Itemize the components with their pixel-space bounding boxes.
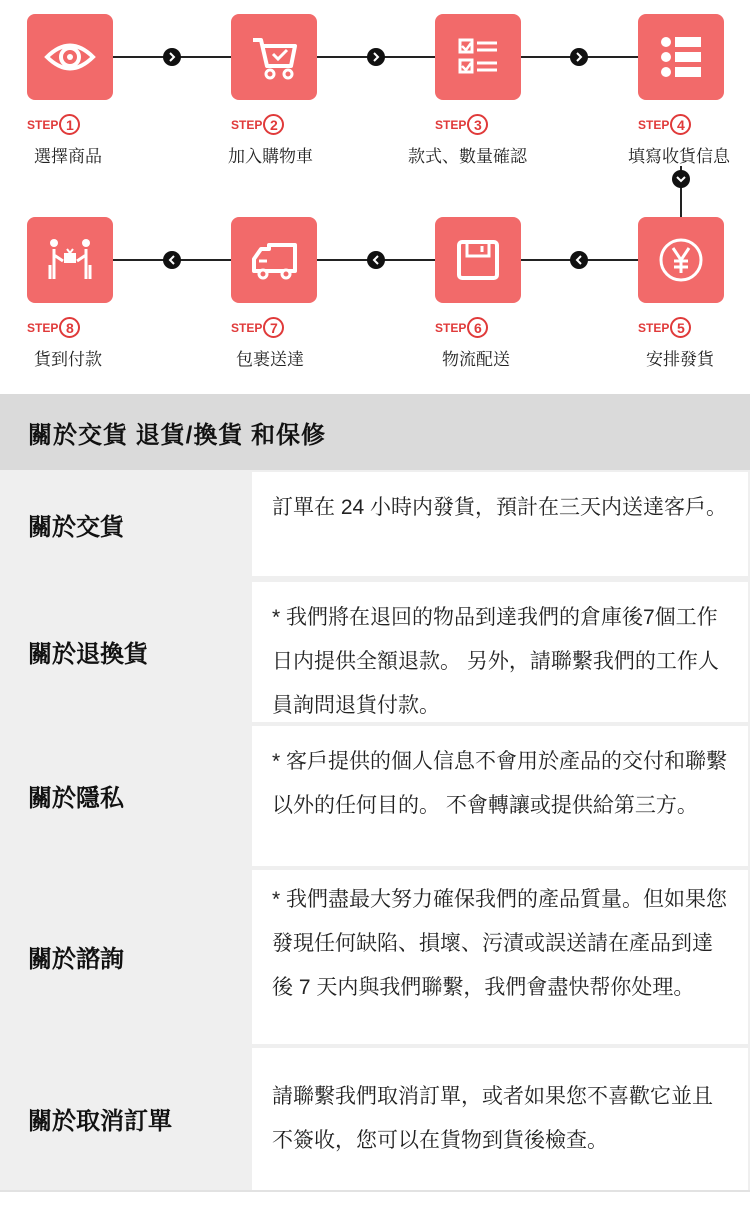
table-row <box>0 470 750 578</box>
step-number <box>27 317 80 338</box>
step-label: 選擇商品 <box>34 147 102 166</box>
step-number-badge: 8 <box>59 317 80 338</box>
step-word: STEP <box>27 117 59 132</box>
row-text: * 客戶提供的個人信息不會用於產品的交付和聯繫以外的任何目的。 不會轉讓或提供給第三方。 <box>252 726 748 866</box>
step-label: 款式、數量確認 <box>408 147 527 166</box>
step-number-badge: 1 <box>59 114 80 135</box>
step-word: STEP <box>435 117 467 132</box>
step-label: 加入購物車 <box>228 147 313 166</box>
step-word: STEP <box>638 320 670 335</box>
step-number <box>27 114 80 135</box>
box-icon <box>435 217 521 303</box>
step-number <box>231 317 284 338</box>
step-word: STEP <box>231 117 263 132</box>
row-label: 關於隱私 <box>28 784 124 812</box>
table-row <box>0 580 750 722</box>
step-number <box>435 114 488 135</box>
yen-coin-icon <box>638 217 724 303</box>
hand-over-icon <box>27 217 113 303</box>
step-number-badge: 5 <box>670 317 691 338</box>
step-number-badge: 4 <box>670 114 691 135</box>
row-label: 關於交貨 <box>28 513 124 541</box>
policy-header <box>0 394 750 470</box>
step-word: STEP <box>231 320 263 335</box>
step-word: STEP <box>435 320 467 335</box>
arrow-left-icon <box>367 251 385 269</box>
table-row <box>0 724 750 866</box>
arrow-right-icon <box>163 48 181 66</box>
step-number-badge: 2 <box>263 114 284 135</box>
arrow-right-icon <box>367 48 385 66</box>
step-word: STEP <box>27 320 59 335</box>
step-word: STEP <box>638 117 670 132</box>
step-number-badge: 7 <box>263 317 284 338</box>
step-label: 安排發貨 <box>646 350 714 369</box>
arrow-right-icon <box>570 48 588 66</box>
row-label: 關於取消訂單 <box>28 1107 172 1135</box>
step-number <box>638 114 691 135</box>
step-label: 貨到付款 <box>34 350 102 369</box>
step-label: 填寫收貨信息 <box>628 147 730 166</box>
list-icon <box>638 14 724 100</box>
shopping-cart-icon <box>231 14 317 100</box>
arrow-left-icon <box>570 251 588 269</box>
row-label: 關於退換貨 <box>28 640 148 668</box>
step-number-badge: 3 <box>467 114 488 135</box>
table-row <box>0 1046 750 1190</box>
step-label: 包裹送達 <box>236 350 304 369</box>
arrow-down-icon <box>672 170 690 188</box>
bottom-divider <box>0 1190 750 1216</box>
row-text: 請聯繫我們取消訂單，或者如果您不喜歡它並且不簽收，您可以在貨物到貨後檢查。 <box>252 1048 748 1190</box>
step-label: 物流配送 <box>442 350 510 369</box>
policy-title: 關於交貨 退貨/換貨 和保修 <box>28 421 327 449</box>
step-number <box>435 317 488 338</box>
eye-icon <box>27 14 113 100</box>
row-text: * 我們將在退回的物品到達我們的倉庫後7個工作日内提供全額退款。 另外，請聯繫我們的工作人員詢問退貨付款。 <box>252 582 748 722</box>
delivery-truck-icon <box>231 217 317 303</box>
row-text: 訂單在 24 小時内發貨，預計在三天内送達客戶。 <box>252 472 748 576</box>
order-process-steps <box>0 0 750 392</box>
step-number-badge: 6 <box>467 317 488 338</box>
checklist-icon <box>435 14 521 100</box>
row-text: * 我們盡最大努力確保我們的產品質量。但如果您發現任何缺陷、損壞、污漬或誤送請在產品到達後 7 天内與我們聯繫，我們會盡快帮你处理。 <box>252 870 748 1044</box>
row-label: 關於諮詢 <box>28 945 124 973</box>
step-number <box>231 114 284 135</box>
policy-table <box>0 470 750 1190</box>
step-number <box>638 317 691 338</box>
table-row <box>0 868 750 1044</box>
arrow-left-icon <box>163 251 181 269</box>
